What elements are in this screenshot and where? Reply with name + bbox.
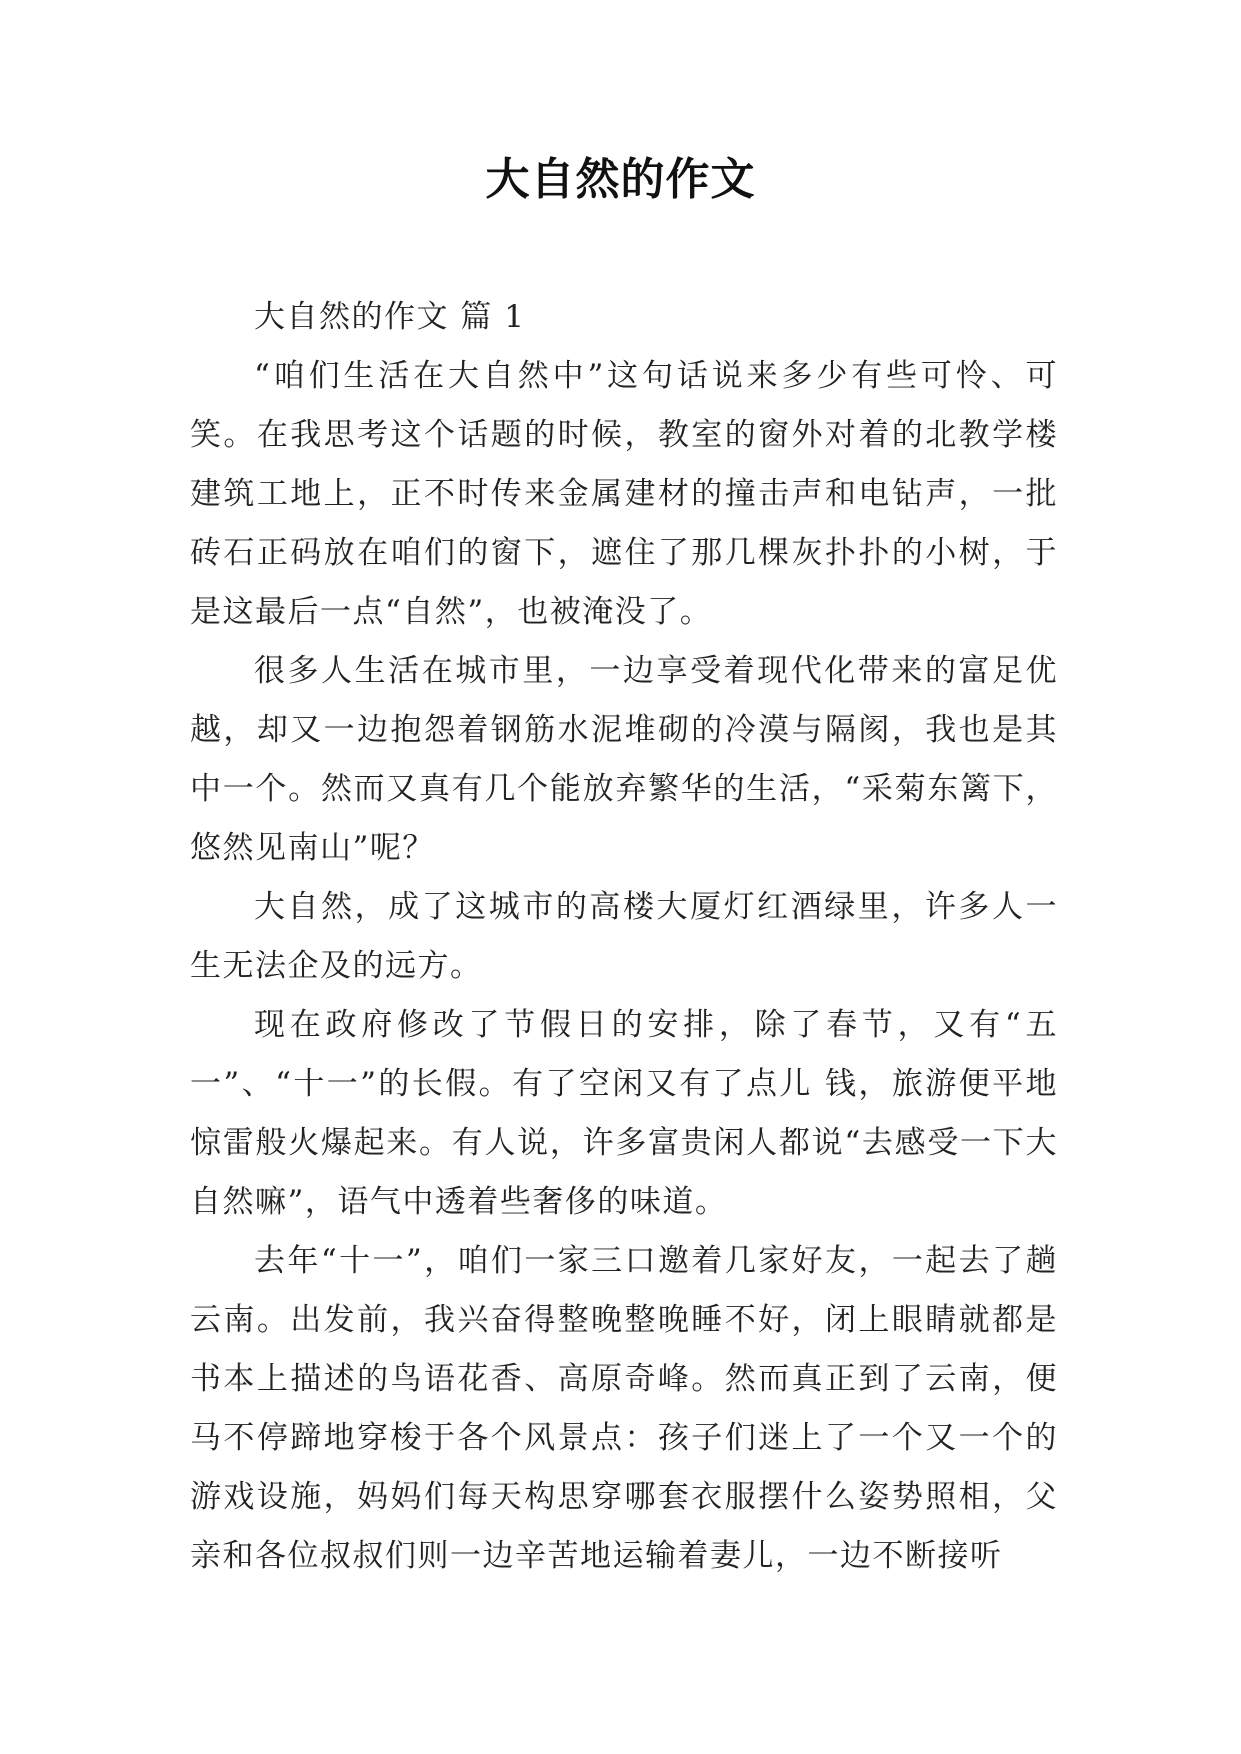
paragraph-3: 大自然，成了这城市的高楼大厦灯红酒绿里，许多人一生无法企及的远方。 (190, 889, 1058, 984)
document-body (190, 288, 1058, 1586)
paragraph-1: “咱们生活在大自然中”这句话说来多少有些可怜、可笑。在我思考这个话题的时候，教室的窗外对着的北教学楼建筑工地上，正不时传来金属建材的撞击声和电钻声，一批砖石正码放在咱们的窗下，遮住了那几棵灰扑扑的小树，于是这最后一点“自然”，也被淹没了。 (190, 358, 1058, 630)
paragraph-4: 现在政府修改了节假日的安排，除了春节，又有“五一”、“十一”的长假。有了空闲又有了点儿 钱，旅游便平地惊雷般火爆起来。有人说，许多富贵闲人都说“去感受一下大自然嘛”，语气中透着些奢侈的味道。 (190, 1007, 1058, 1220)
paragraph-2: 很多人生活在城市里，一边享受着现代化带来的富足优越，却又一边抱怨着钢筋水泥堆砌的冷漠与隔阂，我也是其中一个。然而又真有几个能放弃繁华的生活，“采菊东篱下，悠然见南山”呢？ (190, 653, 1058, 866)
document-title: 大自然的作文 (485, 154, 756, 205)
section-heading: 大自然的作文 篇 1 (254, 299, 526, 335)
paragraph-5: 去年“十一”，咱们一家三口邀着几家好友，一起去了趟云南。出发前，我兴奋得整晚整晚睡不好，闭上眼睛就都是书本上描述的鸟语花香、高原奇峰。然而真正到了云南，便马不停蹄地穿梭于各个风景点：孩子们迷上了一个又一个的游戏设施，妈妈们每天构思穿哪套衣服摆什么姿势照相，父亲和各位叔叔们则一边辛苦地运输着妻儿，一边不断接听 (190, 1243, 1058, 1574)
